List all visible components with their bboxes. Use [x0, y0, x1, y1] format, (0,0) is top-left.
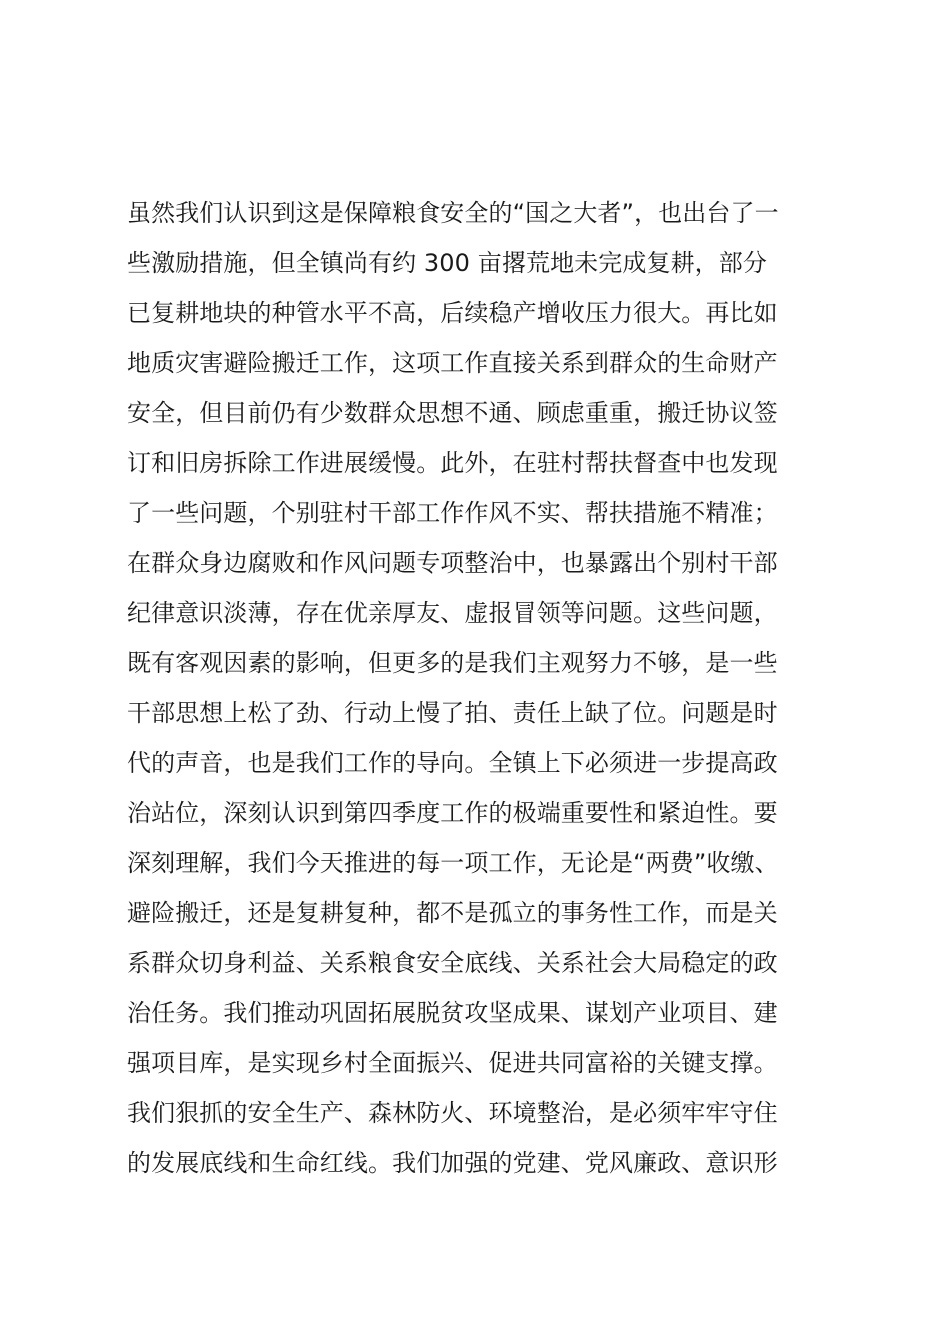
text-line: 治任务。我们推动巩固拓展脱贫攻坚成果、谋划产业项目、建 [127, 999, 778, 1027]
text-line: 了一些问题，个别驻村干部工作作风不实、帮扶措施不精准； [127, 499, 778, 527]
text-line: 安全，但目前仍有少数群众思想不通、顾虑重重，搬迁协议签 [127, 399, 778, 427]
text-line: 既有客观因素的影响，但更多的是我们主观努力不够，是一些 [127, 649, 778, 677]
text-line: 虽然我们认识到这是保障粮食安全的“国之大者”，也出台了一 [127, 199, 779, 227]
body-text [127, 188, 827, 1188]
text-line: 些激励措施，但全镇尚有约 300 亩撂荒地未完成复耕，部分 [127, 249, 767, 277]
text-line: 强项目库，是实现乡村全面振兴、促进共同富裕的关键支撑。 [127, 1049, 778, 1077]
text-line: 在群众身边腐败和作风问题专项整治中，也暴露出个别村干部 [127, 549, 778, 577]
text-line: 避险搬迁，还是复耕复种，都不是孤立的事务性工作，而是关 [127, 899, 778, 927]
text-line: 订和旧房拆除工作进展缓慢。此外，在驻村帮扶督查中也发现 [127, 449, 778, 477]
text-line: 深刻理解，我们今天推进的每一项工作，无论是“两费”收缴、 [127, 849, 779, 877]
text-line: 纪律意识淡薄，存在优亲厚友、虚报冒领等问题。这些问题， [127, 599, 778, 627]
text-line: 地质灾害避险搬迁工作，这项工作直接关系到群众的生命财产 [127, 349, 778, 377]
text-line: 已复耕地块的种管水平不高，后续稳产增收压力很大。再比如 [127, 299, 778, 327]
text-line: 代的声音，也是我们工作的导向。全镇上下必须进一步提高政 [127, 749, 778, 777]
text-line: 我们狠抓的安全生产、森林防火、环境整治，是必须牢牢守住 [127, 1099, 778, 1127]
text-line: 干部思想上松了劲、行动上慢了拍、责任上缺了位。问题是时 [127, 699, 778, 727]
text-line: 治站位，深刻认识到第四季度工作的极端重要性和紧迫性。要 [127, 799, 778, 827]
text-line: 的发展底线和生命红线。我们加强的党建、党风廉政、意识形 [127, 1149, 778, 1177]
text-line: 系群众切身利益、关系粮食安全底线、关系社会大局稳定的政 [127, 949, 778, 977]
